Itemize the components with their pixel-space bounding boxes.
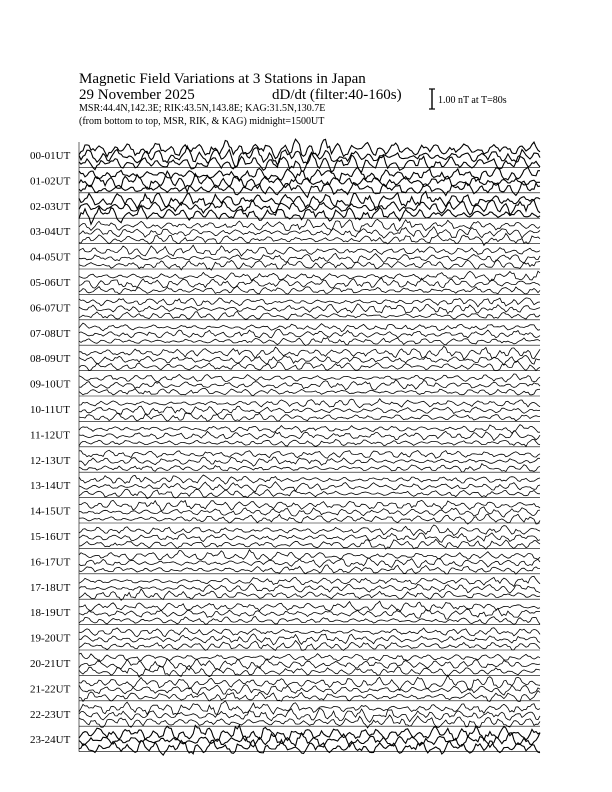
trace-kag: [79, 576, 540, 586]
station-coordinates: MSR:44.4N,142.3E; RIK:43.5N,143.8E; KAG:31.5N,130.7E: [79, 103, 326, 114]
row-label: 22-23UT: [30, 708, 71, 721]
trace-msr: [79, 439, 540, 446]
row-label: 09-10UT: [30, 378, 71, 391]
chart-title: Magnetic Field Variations at 3 Stations in Japan: [79, 71, 366, 87]
trace-kag: [79, 701, 540, 715]
trace-rik: [79, 457, 540, 466]
trace-msr: [79, 205, 540, 224]
trace-msr: [79, 361, 540, 370]
row-label: 05-06UT: [30, 277, 71, 289]
row-label: 02-03UT: [30, 200, 71, 213]
row-label: 01-02UT: [30, 175, 71, 188]
trace-msr: [79, 691, 540, 702]
trace-msr: [79, 338, 540, 346]
trace-rik: [79, 482, 540, 492]
trace-msr: [79, 616, 540, 624]
trace-rik: [79, 558, 540, 567]
trace-rik: [79, 227, 540, 238]
row-label: 04-05UT: [30, 251, 71, 264]
trace-kag: [79, 399, 540, 408]
trace-msr: [79, 388, 540, 395]
trace-rik: [79, 304, 540, 314]
trace-rik: [79, 533, 540, 542]
trace-rik: [79, 356, 540, 366]
trace-msr: [79, 641, 540, 651]
trace-msr: [79, 286, 540, 294]
trace-kag: [79, 653, 540, 662]
trace-kag: [79, 675, 540, 690]
trace-kag: [79, 450, 540, 458]
trace-kag: [79, 271, 540, 281]
trace-kag: [79, 425, 540, 434]
trace-kag: [79, 245, 540, 256]
row-label: 14-15UT: [30, 505, 71, 518]
trace-kag: [79, 167, 540, 182]
trace-kag: [79, 628, 540, 637]
row-label: 08-09UT: [30, 353, 71, 366]
trace-rik: [79, 278, 540, 288]
row-label: 06-07UT: [30, 302, 71, 315]
scale-label: 1.00 nT at T=80s: [438, 95, 507, 106]
chart-date: 29 November 2025: [79, 87, 195, 103]
chart-metric: dD/dt (filter:40-160s): [272, 87, 402, 103]
row-label: 03-04UT: [30, 226, 71, 239]
trace-rik: [79, 253, 540, 263]
trace-msr: [79, 565, 540, 574]
row-label: 11-12UT: [30, 429, 70, 442]
trace-kag: [79, 374, 540, 382]
trace-msr: [79, 514, 540, 524]
trace-kag: [79, 500, 540, 510]
trace-rik: [79, 659, 540, 670]
trace-msr: [79, 464, 540, 472]
trace-msr: [79, 489, 540, 498]
trace-msr: [79, 260, 540, 270]
row-label: 23-24UT: [30, 734, 71, 747]
row-label: 13-14UT: [30, 480, 71, 493]
station-order-note: (from bottom to top, MSR, RIK, & KAG) midnight=1500UT: [79, 116, 325, 127]
row-label: 15-16UT: [30, 531, 71, 543]
row-label: 10-11UT: [30, 404, 70, 416]
trace-kag: [79, 475, 540, 484]
trace-rik: [79, 380, 540, 390]
row-label: 12-13UT: [30, 454, 71, 467]
trace-kag: [79, 346, 540, 359]
row-label: 21-22UT: [30, 683, 71, 696]
trace-kag: [79, 550, 540, 560]
trace-rik: [79, 329, 540, 337]
row-label: 19-20UT: [30, 632, 71, 645]
row-label: 17-18UT: [30, 581, 71, 594]
trace-rik: [79, 709, 540, 723]
row-label: 16-17UT: [30, 556, 71, 569]
trace-rik: [79, 608, 540, 619]
row-label: 18-19UT: [30, 607, 71, 620]
trace-kag: [79, 323, 540, 332]
row-label: 07-08UT: [30, 327, 71, 340]
trace-kag: [79, 525, 540, 536]
trace-rik: [79, 431, 540, 441]
trace-rik: [79, 406, 540, 415]
trace-rik: [79, 733, 540, 748]
row-label: 20-21UT: [30, 658, 71, 670]
trace-kag: [79, 191, 540, 210]
trace-kag: [79, 219, 540, 231]
row-label: 00-01UT: [30, 150, 71, 162]
trace-kag: [79, 601, 540, 612]
